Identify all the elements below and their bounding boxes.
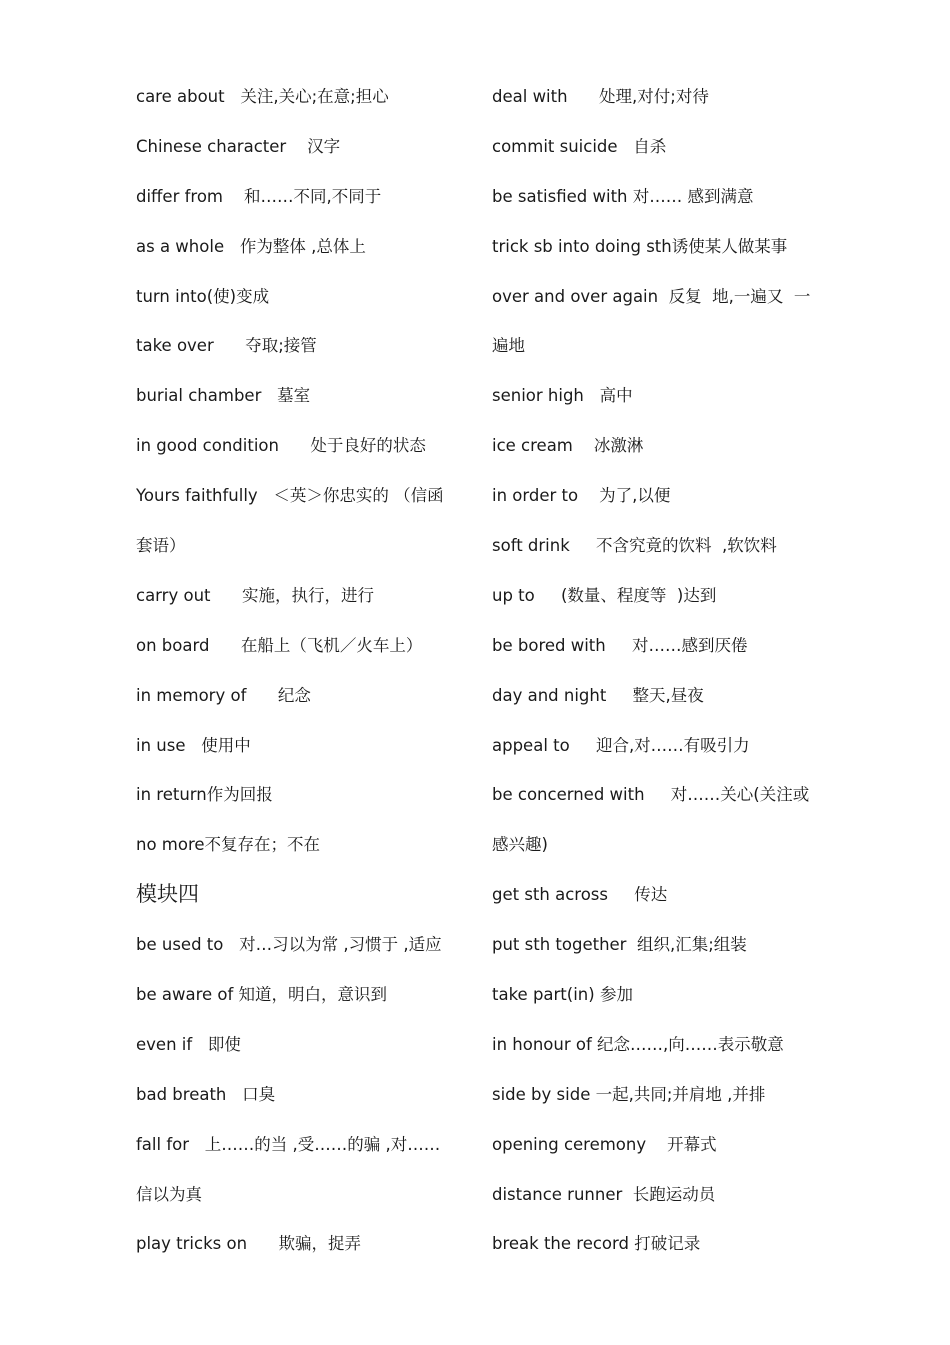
vocab-line: as a whole 作为整体 ,总体上 bbox=[136, 236, 366, 256]
vocab-line: take over 夺取;接管 bbox=[136, 336, 317, 356]
vocab-line: deal with 处理,对付;对待 bbox=[492, 87, 709, 106]
vocab-line: senior high 高中 bbox=[492, 386, 633, 406]
vocab-line: differ from 和……不同,不同于 bbox=[136, 186, 382, 206]
vocab-line: be bored with 对……感到厌倦 bbox=[492, 635, 748, 655]
vocab-line-continuation: 信以为真 bbox=[136, 1184, 202, 1204]
vocab-line: break the record 打破记录 bbox=[492, 1234, 701, 1254]
vocab-line: on board 在船上（飞机／火车上） bbox=[136, 635, 423, 655]
vocab-line: carry out 实施，执行，进行 bbox=[136, 585, 374, 605]
vocab-line: be used to 对…习以为常 ,习惯于 ,适应 bbox=[136, 935, 442, 955]
vocab-line: take part(in) 参加 bbox=[492, 985, 633, 1005]
vocab-line-continuation: 套语） bbox=[136, 536, 186, 556]
vocab-line: distance runner 长跑运动员 bbox=[492, 1184, 716, 1204]
vocab-line: turn into(使)变成 bbox=[136, 286, 270, 306]
vocab-line: side by side 一起,共同;并肩地 ,并排 bbox=[492, 1084, 766, 1104]
vocab-line-continuation: 感兴趣) bbox=[492, 835, 548, 855]
vocab-line: be satisfied with 对…… 感到满意 bbox=[492, 186, 754, 206]
vocab-line: even if 即使 bbox=[136, 1034, 241, 1054]
vocab-line: in honour of 纪念……,向……表示敬意 bbox=[492, 1034, 784, 1054]
vocab-line: get sth across 传达 bbox=[492, 885, 668, 905]
vocab-line: play tricks on 欺骗，捉弄 bbox=[136, 1234, 362, 1254]
vocab-line: be aware of 知道，明白，意识到 bbox=[136, 985, 388, 1005]
vocab-line: bad breath 口臭 bbox=[136, 1084, 276, 1104]
vocab-line: soft drink 不含究竟的饮料 ,软饮料 bbox=[492, 536, 777, 556]
right-column bbox=[492, 72, 822, 1269]
vocab-line: trick sb into doing sth诱使某人做某事 bbox=[492, 236, 788, 256]
vocab-line: burial chamber 墓室 bbox=[136, 386, 311, 406]
vocab-line: opening ceremony 开幕式 bbox=[492, 1134, 717, 1154]
vocab-line-continuation: 遍地 bbox=[492, 336, 525, 356]
vocab-line: Yours faithfully ＜英＞你忠实的 （信函 bbox=[136, 486, 444, 506]
vocab-line: appeal to 迎合,对……有吸引力 bbox=[492, 735, 750, 755]
vocab-line: day and night 整天,昼夜 bbox=[492, 685, 704, 705]
vocab-line: care about 关注,关心;在意;担心 bbox=[136, 87, 389, 106]
vocab-line: no more不复存在；不在 bbox=[136, 835, 321, 855]
vocab-line: in order to 为了,以便 bbox=[492, 486, 671, 506]
module-heading: 模块四 bbox=[136, 882, 199, 907]
vocab-line: over and over again 反复 地,一遍又 一 bbox=[492, 286, 811, 306]
vocab-line: put sth together 组织,汇集;组装 bbox=[492, 935, 747, 955]
vocab-line: in use 使用中 bbox=[136, 735, 251, 755]
vocab-line: commit suicide 自杀 bbox=[492, 136, 667, 156]
vocab-line: Chinese character 汉字 bbox=[136, 136, 341, 156]
vocab-line: in memory of 纪念 bbox=[136, 685, 311, 705]
vocab-line: ice cream 冰激淋 bbox=[492, 436, 644, 456]
vocab-line: in return作为回报 bbox=[136, 785, 273, 805]
vocab-line: be concerned with 对……关心(关注或 bbox=[492, 785, 810, 805]
vocab-line: in good condition 处于良好的状态 bbox=[136, 436, 426, 456]
vocab-line: up to (数量、程度等 )达到 bbox=[492, 585, 717, 605]
vocab-line: fall for 上……的当 ,受……的骗 ,对…… bbox=[136, 1134, 441, 1154]
left-column bbox=[136, 72, 466, 1269]
